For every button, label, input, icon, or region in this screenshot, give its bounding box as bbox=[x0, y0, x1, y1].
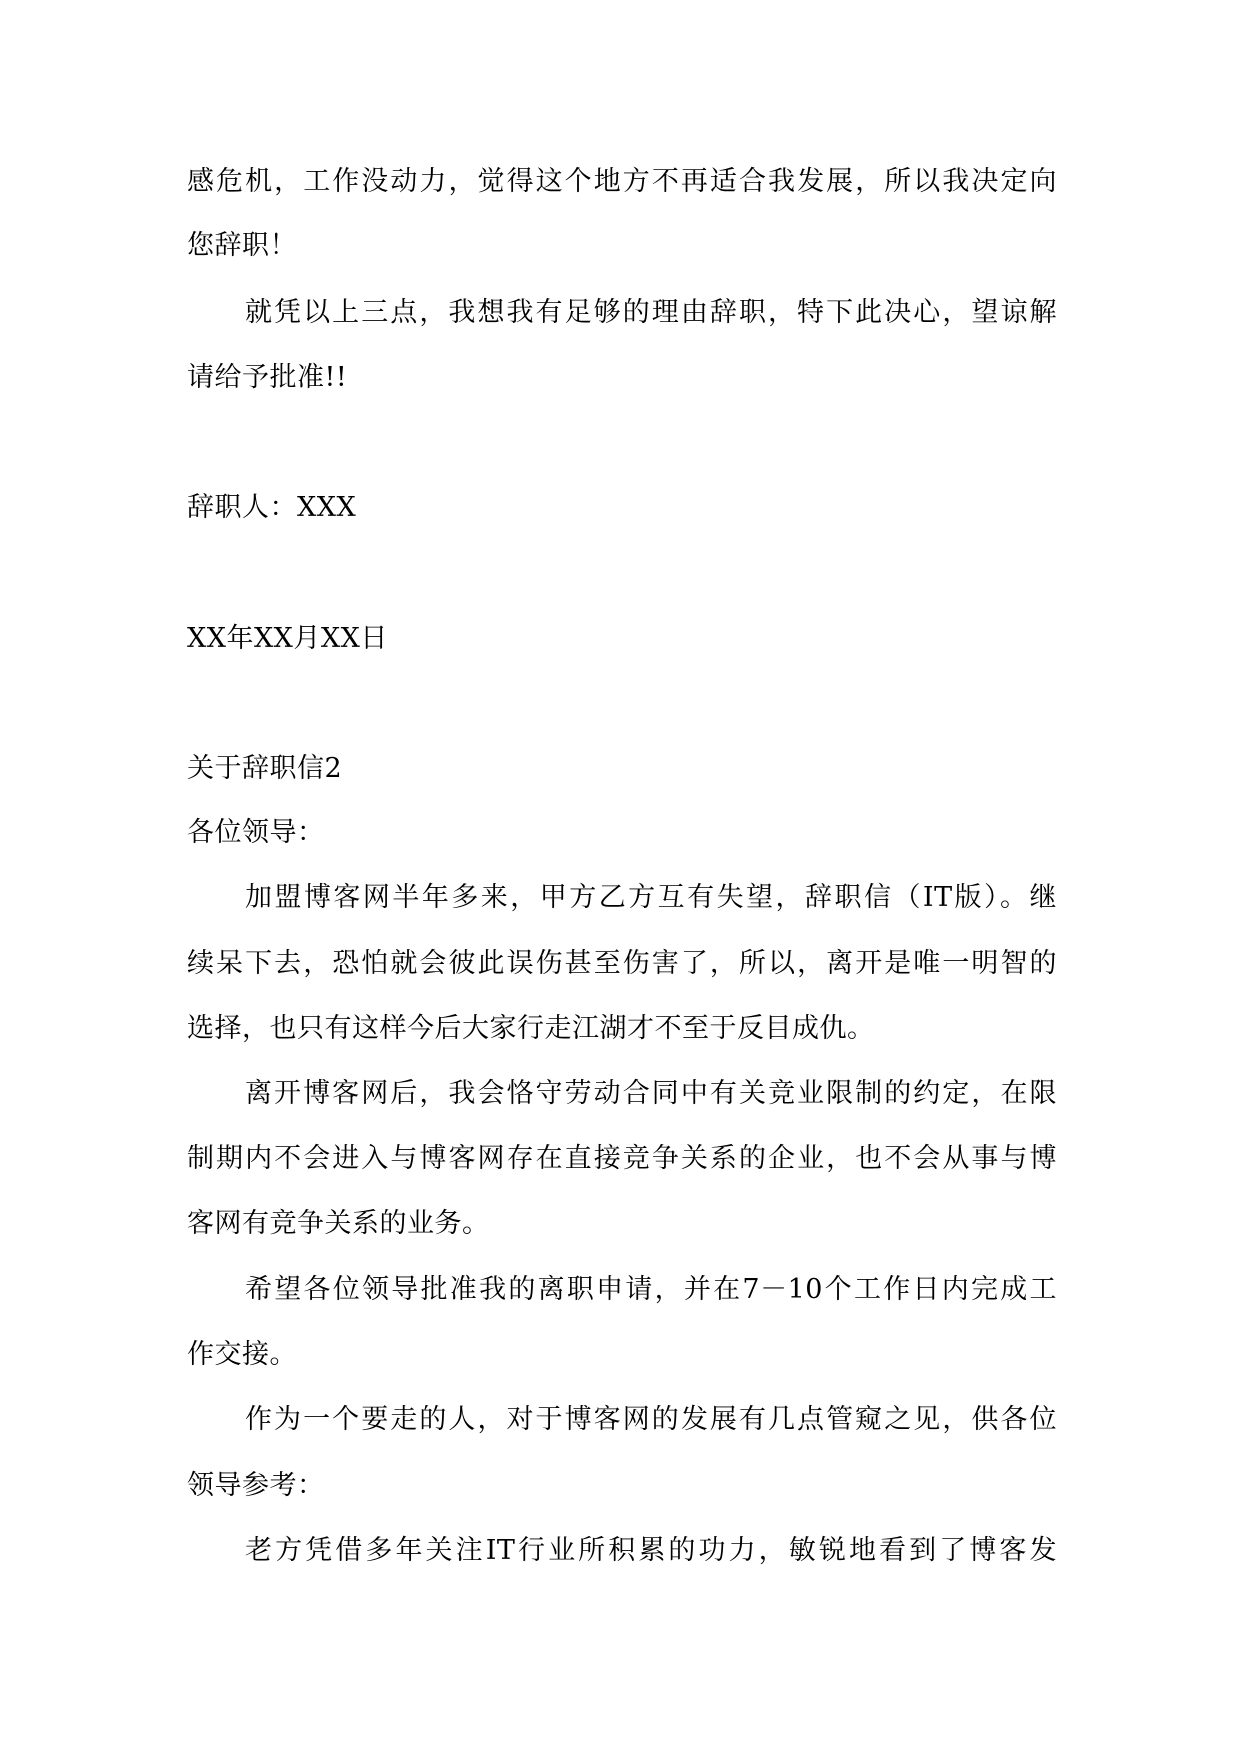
signature-line: 辞职人：XXX bbox=[187, 492, 357, 523]
text-line-14: 客网有竞争关系的业务。 bbox=[187, 1208, 490, 1239]
text-line-16: 作交接。 bbox=[187, 1339, 297, 1370]
text-line-15: 希望各位领导批准我的离职申请，并在7－10个工作日内完成工 bbox=[245, 1274, 1057, 1305]
section-heading: 关于辞职信2 bbox=[187, 753, 343, 784]
text-line-19: 老方凭借多年关注IT行业所积累的功力，敏锐地看到了博客发 bbox=[245, 1535, 1057, 1566]
text-line-1: 感危机，工作没动力，觉得这个地方不再适合我发展，所以我决定向 bbox=[187, 166, 1057, 197]
text-line-17: 作为一个要走的人，对于博客网的发展有几点管窥之见，供各位 bbox=[245, 1404, 1057, 1435]
text-line-9: 加盟博客网半年多来，甲方乙方互有失望，辞职信（IT版）。继 bbox=[245, 882, 1057, 913]
text-line-11: 选择，也只有这样今后大家行走江湖才不至于反目成仇。 bbox=[187, 1013, 875, 1044]
text-line-3: 就凭以上三点，我想我有足够的理由辞职，特下此决心，望谅解 bbox=[245, 297, 1057, 328]
text-line-12: 离开博客网后，我会恪守劳动合同中有关竞业限制的约定，在限 bbox=[245, 1078, 1057, 1109]
text-line-2: 您辞职！ bbox=[187, 230, 297, 261]
text-line-13: 制期内不会进入与博客网存在直接竞争关系的企业，也不会从事与博 bbox=[187, 1143, 1057, 1174]
text-line-10: 续呆下去，恐怕就会彼此误伤甚至伤害了，所以，离开是唯一明智的 bbox=[187, 948, 1057, 979]
text-line-4: 请给予批准!! bbox=[187, 362, 348, 393]
text-line-18: 领导参考： bbox=[187, 1470, 325, 1501]
salutation-line: 各位领导： bbox=[187, 817, 325, 848]
date-line: XX年XX月XX日 bbox=[187, 623, 388, 654]
